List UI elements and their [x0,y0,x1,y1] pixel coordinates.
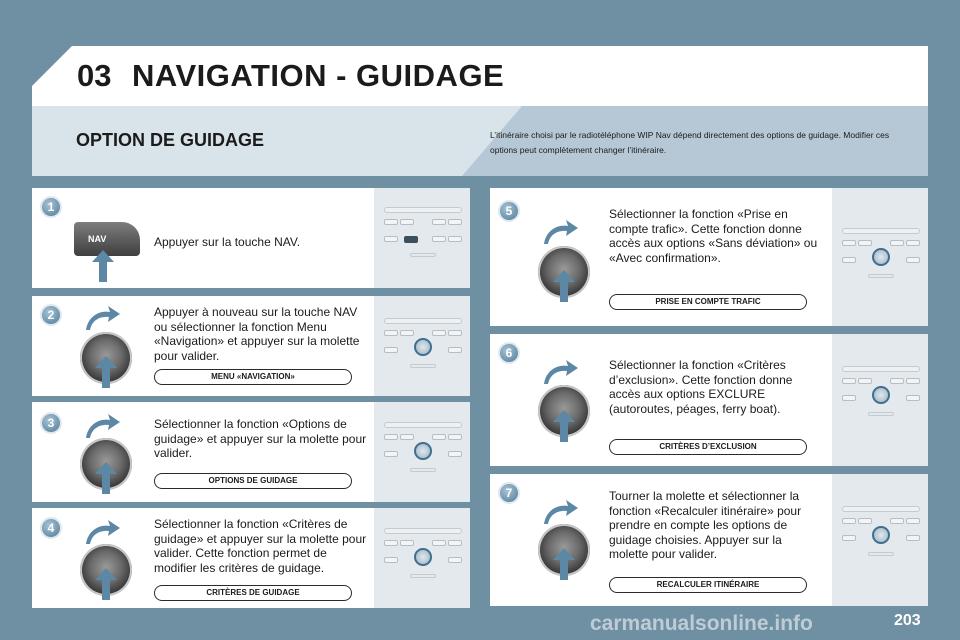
nav-key-label: NAV [88,234,107,244]
menu-label-pill: PRISE EN COMPTE TRAFIC [609,294,807,310]
menu-label-pill: MENU «NAVIGATION» [154,369,352,385]
step-number-1: 1 [40,196,62,218]
step-number-3: 3 [40,412,62,434]
turn-arrow-icon [84,412,120,440]
step-text-2: Appuyer à nouveau sur la touche NAV ou sélectionner la fonction Menu «Navigation» et appuyer sur la molette pour valider. [154,305,360,363]
menu-label-pill: CRITÈRES D’EXCLUSION [609,439,807,455]
step-number-2: 2 [40,304,62,326]
step-number-4: 4 [40,517,62,539]
press-arrow-icon [95,462,117,494]
step-text-4: Sélectionner la fonction «Critères de guidage» et appuyer sur la molette pour valider. Cette fonction permet de modifier les critères de guidage. [154,517,367,575]
page-number: 203 [894,612,921,629]
step-text-6: Sélectionner la fonction «Critères d’exclusion». Cette fonction donne accès aux options EXCLURE (autoroutes, péages, ferry boat). [609,358,793,416]
radio-faceplate-icon [838,504,924,570]
turn-arrow-icon [84,304,120,332]
menu-label-pill: CRITÈRES DE GUIDAGE [154,585,352,601]
step-text-7: Tourner la molette et sélectionner la fonction «Recalculer itinéraire» pour prendre en compte les options de guidage choisies. Appuyer sur la molette pour valider. [609,489,802,561]
chapter-number: 03 [77,58,112,93]
radio-faceplate-icon [380,205,466,271]
radio-faceplate-icon [380,316,466,382]
step-text-5: Sélectionner la fonction «Prise en compte trafic». Cette fonction donne accès aux options «Sans déviation» ou «Avec confirmation». [609,207,818,265]
intro-text: L’itinéraire choisi par le radiotéléphone WIP Nav dépend directement des options de guidage. Modifier ces options peut complètement changer l’itinéraire. [490,130,890,155]
radio-faceplate-icon [380,420,466,486]
section-title: OPTION DE GUIDAGE [76,130,265,150]
turn-arrow-icon [542,218,578,246]
press-arrow-icon [553,548,575,580]
step-number-7: 7 [498,482,520,504]
press-arrow-icon [553,410,575,442]
radio-faceplate-icon [838,364,924,430]
menu-label-pill: OPTIONS DE GUIDAGE [154,473,352,489]
chapter-title: NAVIGATION - GUIDAGE [132,58,505,93]
turn-arrow-icon [84,518,120,546]
press-arrow-icon [92,250,114,282]
step-text-3: Sélectionner la fonction «Options de guidage» et appuyer sur la molette pour valider. [154,417,367,460]
watermark: carmanualsonline.info [590,612,813,635]
step-text-1: Appuyer sur la touche NAV. [154,235,301,249]
step-number-6: 6 [498,342,520,364]
press-arrow-icon [553,270,575,302]
step-number-5: 5 [498,200,520,222]
press-arrow-icon [95,568,117,600]
menu-label-pill: RECALCULER ITINÉRAIRE [609,577,807,593]
press-arrow-icon [95,356,117,388]
radio-faceplate-icon [838,226,924,292]
turn-arrow-icon [542,498,578,526]
turn-arrow-icon [542,358,578,386]
radio-faceplate-icon [380,526,466,592]
